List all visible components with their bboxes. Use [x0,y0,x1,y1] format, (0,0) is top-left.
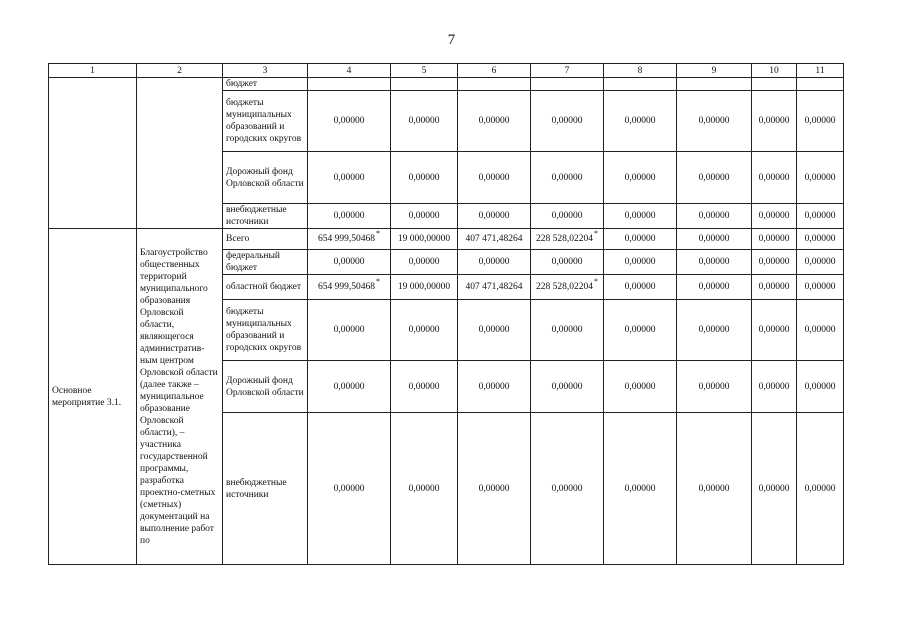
value-cell: 0,00000 [752,300,797,361]
value-cell: 0,00000 [797,300,844,361]
value-cell: 0,00000 [797,229,844,250]
value-cell: 0,00000 [604,204,677,229]
header-cell: 4 [308,64,391,78]
value-cell: 0,00000 [308,91,391,152]
value-cell: 0,00000 [604,361,677,413]
value-cell: 0,00000 [391,91,458,152]
value-cell: 0,00000 [458,300,531,361]
value-cell: 0,00000 [604,413,677,565]
value-cell: 0,00000 [308,204,391,229]
value-cell: 19 000,00000 [391,275,458,300]
value-cell: 0,00000 [531,152,604,204]
footnote-star: * [376,229,380,238]
value-cell: 0,00000 [677,300,752,361]
value-cell: 0,00000 [391,300,458,361]
funding-source-cell: Дорожный фонд Орловской области [223,152,308,204]
value-cell: 0,00000 [677,275,752,300]
value-cell: 0,00000 [604,152,677,204]
value-cell: 228 528,02204* [531,275,604,300]
header-cell: 11 [797,64,844,78]
measure-description-cell [137,78,223,229]
value-cell: 0,00000 [604,229,677,250]
table-row [49,229,844,250]
footnote-star: * [594,229,598,238]
value-cell: 407 471,48264 [458,229,531,250]
value-cell: 0,00000 [391,413,458,565]
value-cell: 0,00000 [458,152,531,204]
value-cell: 0,00000 [752,229,797,250]
value-cell: 0,00000 [458,413,531,565]
value-cell: 0,00000 [458,250,531,275]
funding-source-cell: Дорожный фонд Орловской области [223,361,308,413]
value-cell: 0,00000 [752,413,797,565]
footnote-star: * [376,277,380,286]
value-cell: 0,00000 [604,250,677,275]
value-cell: 0,00000 [797,152,844,204]
measure-name-cell [49,78,137,229]
value-cell: 19 000,00000 [391,229,458,250]
value-cell: 0,00000 [308,413,391,565]
value-cell: 0,00000 [308,300,391,361]
value-cell: 0,00000 [458,204,531,229]
value-cell: 0,00000 [531,300,604,361]
value-cell: 0,00000 [677,229,752,250]
value-cell: 0,00000 [797,91,844,152]
header-cell: 6 [458,64,531,78]
value-cell: 0,00000 [308,361,391,413]
value-cell: 0,00000 [752,361,797,413]
value-cell: 0,00000 [752,204,797,229]
header-cell: 9 [677,64,752,78]
budget-table [48,63,844,565]
value-cell: 0,00000 [531,91,604,152]
value-cell: 0,00000 [677,204,752,229]
value-cell: 0,00000 [797,413,844,565]
table-row [49,78,844,91]
funding-source-cell: Всего [223,229,308,250]
header-cell: 8 [604,64,677,78]
value-cell: 0,00000 [308,250,391,275]
value-cell: 654 999,50468* [308,275,391,300]
value-cell: 654 999,50468* [308,229,391,250]
value-cell: 0,00000 [531,413,604,565]
header-cell: 3 [223,64,308,78]
funding-source-cell: внебюджетные источники [223,204,308,229]
value-cell: 0,00000 [604,300,677,361]
value-cell: 0,00000 [308,152,391,204]
value-cell: 0,00000 [391,250,458,275]
measure-description-cell: Благоустройство общественных территорий муниципального образования Орловской области, являющегося административ-ным центром Орловской области (далее также – муниципальное образование Орловской области), – участника государственной программы, разработка проектно-сметных (сметных) документаций на выполнение работ по [137,229,223,565]
value-cell: 0,00000 [797,250,844,275]
value-cell: 0,00000 [604,91,677,152]
footnote-star: * [594,277,598,286]
value-cell: 0,00000 [391,204,458,229]
funding-source-cell: областной бюджет [223,275,308,300]
value-cell: 0,00000 [797,361,844,413]
value-cell: 0,00000 [752,275,797,300]
header-cell: 10 [752,64,797,78]
value-cell: 0,00000 [531,361,604,413]
value-cell: 0,00000 [391,152,458,204]
funding-source-cell: бюджеты муниципальных образований и городских округов [223,300,308,361]
value-cell: 0,00000 [604,275,677,300]
value-cell: 0,00000 [458,361,531,413]
value-cell: 0,00000 [677,413,752,565]
value-cell: 0,00000 [458,91,531,152]
value-cell: 0,00000 [752,91,797,152]
value-cell: 0,00000 [677,152,752,204]
value-cell: 0,00000 [677,250,752,275]
header-cell: 7 [531,64,604,78]
value-cell: 0,00000 [752,152,797,204]
page-number: 7 [447,32,456,48]
value-cell: 0,00000 [752,250,797,275]
funding-source-cell: федеральный бюджет [223,250,308,275]
funding-source-cell: внебюджетные источники [223,413,308,565]
value-cell: 0,00000 [797,204,844,229]
value-cell: 228 528,02204* [531,229,604,250]
value-cell: 0,00000 [391,361,458,413]
value-cell: 0,00000 [531,250,604,275]
table-header [49,64,844,78]
header-cell: 1 [49,64,137,78]
value-cell: 0,00000 [677,361,752,413]
value-cell: 0,00000 [677,91,752,152]
header-cell: 5 [391,64,458,78]
header-cell: 2 [137,64,223,78]
value-cell: 0,00000 [531,204,604,229]
value-cell: 407 471,48264 [458,275,531,300]
funding-source-cell: бюджет [223,78,308,91]
value-cell: 0,00000 [797,275,844,300]
measure-name-cell: Основное мероприятие 3.1. [49,229,137,565]
funding-source-cell: бюджеты муниципальных образований и городских округов [223,91,308,152]
